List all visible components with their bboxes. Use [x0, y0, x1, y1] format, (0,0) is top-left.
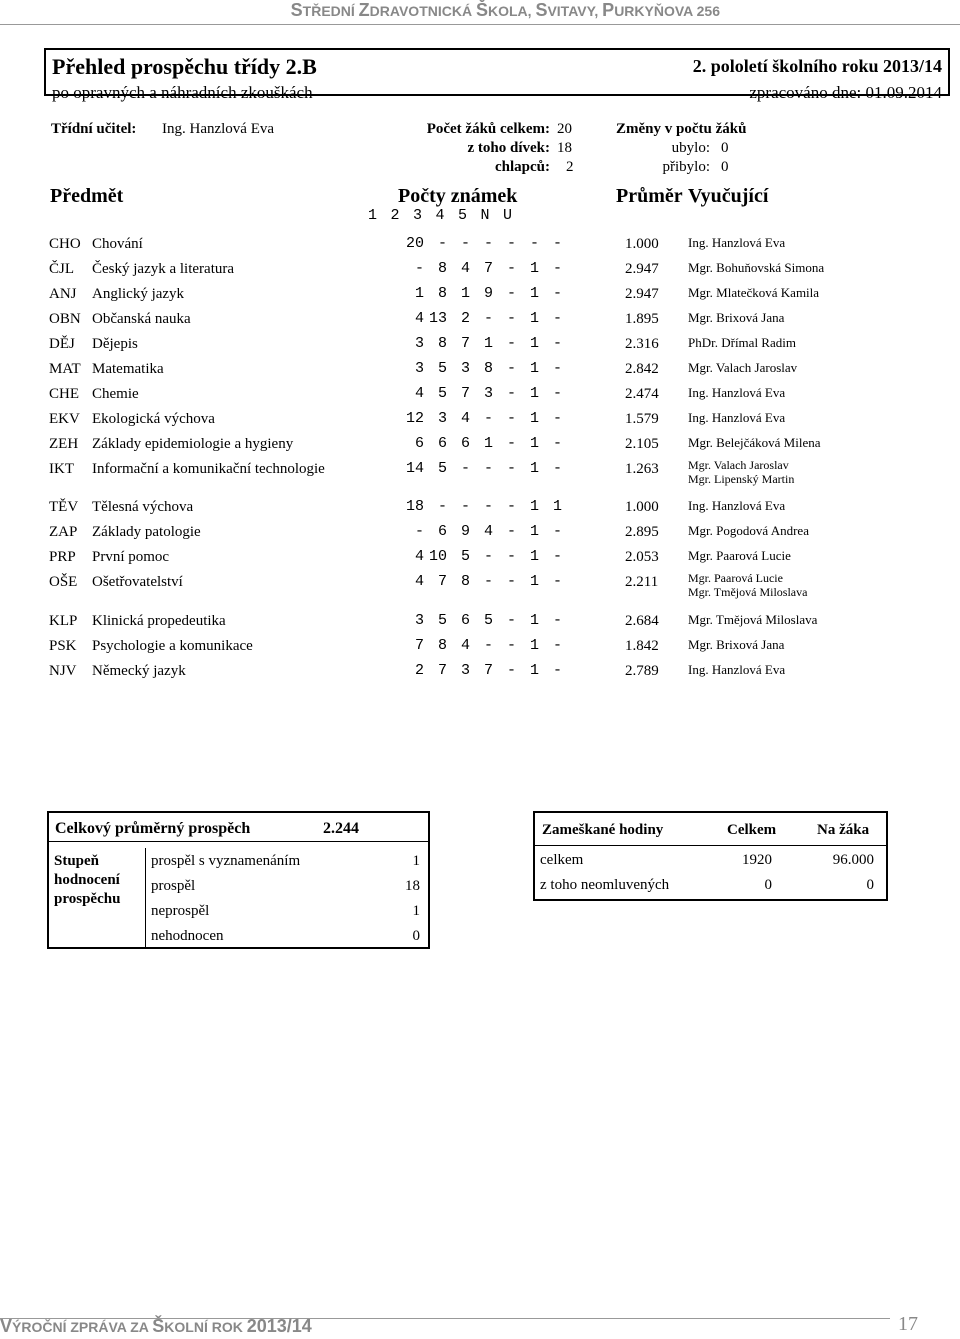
grade-cell: -	[506, 498, 516, 515]
table-row	[49, 311, 929, 335]
grade-cell: 1	[529, 410, 539, 427]
subject-teachers	[688, 411, 785, 425]
grade-cell: 9	[460, 523, 470, 540]
subject-code: PRP	[49, 549, 76, 565]
processed-date: zpracováno dne: 01.09.2014	[749, 83, 942, 102]
subject-average: 2.895	[625, 524, 659, 540]
grade-cell: 1	[529, 385, 539, 402]
level-count: 18	[405, 878, 420, 894]
grade-counts	[401, 612, 641, 629]
grade-cell: 5	[437, 612, 447, 629]
grade-cell: -	[506, 335, 516, 352]
table-row	[49, 361, 929, 385]
subject-average: 2.316	[625, 336, 659, 352]
subject-code: CHO	[49, 236, 81, 252]
teacher-name: Mgr. Paarová Lucie	[688, 548, 791, 563]
grade-cell: 4	[483, 523, 493, 540]
grade-cell: 8	[437, 260, 447, 277]
subject-teachers	[688, 361, 797, 375]
teacher-name: Mgr. Valach Jaroslav	[688, 360, 798, 375]
grade-cell: -	[506, 410, 516, 427]
grade-cell: -	[552, 460, 562, 477]
grade-cell: -	[414, 523, 424, 540]
grade-cell: 1	[483, 435, 493, 452]
grade-cell: 6	[460, 612, 470, 629]
grade-cell: -	[552, 385, 562, 402]
subject-name: Občanská nauka	[92, 311, 191, 327]
grade-col-u: U	[503, 207, 513, 224]
absence-header-label: Zameškané hodiny	[542, 822, 664, 838]
table-row	[49, 524, 929, 548]
grade-cell: -	[552, 435, 562, 452]
subject-average: 2.211	[625, 574, 659, 590]
grade-cell: 7	[414, 637, 424, 654]
subject-name: Chování	[92, 236, 143, 252]
grade-cell: -	[506, 548, 516, 565]
subject-average: 2.684	[625, 613, 659, 629]
grade-col-1: 1	[368, 207, 378, 224]
report-period: 2. pololetí školního roku 2013/14	[692, 56, 942, 76]
overall-label: Celkový průměrný prospěch	[55, 820, 251, 837]
teacher-name: Ing. Hanzlová Eva	[688, 662, 786, 677]
table-row	[49, 638, 929, 662]
grade-col-2: 2	[390, 207, 400, 224]
subject-teachers	[688, 663, 785, 677]
students-count: 20	[557, 121, 572, 137]
footer-title: VÝROČNÍ ZPRÁVA ZA ŠKOLNÍ ROK 2013/14	[0, 1316, 312, 1336]
grade-counts	[401, 460, 641, 477]
grade-cell: 6	[437, 435, 447, 452]
teacher-name: Ing. Hanzlová Eva	[688, 385, 786, 400]
subject-teachers	[688, 549, 791, 563]
absence-total: 0	[764, 877, 772, 893]
grade-cell: 4	[414, 573, 424, 590]
level-label-1: Stupeň	[54, 853, 100, 869]
grade-cell: -	[506, 523, 516, 540]
grade-cell: 1	[529, 637, 539, 654]
subject-code: PSK	[49, 638, 77, 654]
grade-col-4: 4	[435, 207, 445, 224]
teacher-name: Mgr. Pogodová Andrea	[688, 523, 809, 538]
grade-cell: -	[483, 410, 493, 427]
teacher-name: PhDr. Dřímal Radim	[688, 335, 796, 350]
grade-cell: -	[552, 310, 562, 327]
grade-cell: 6	[414, 435, 424, 452]
subject-teachers	[688, 261, 824, 275]
subject-average: 2.474	[625, 386, 659, 402]
subject-average: 2.947	[625, 261, 659, 277]
grade-cell: 7	[460, 385, 470, 402]
grade-cell: 1	[529, 435, 539, 452]
absence-label: z toho neomluvených	[540, 877, 670, 893]
grade-cell: 6	[460, 435, 470, 452]
header-divider	[0, 24, 960, 25]
grade-cell: 7	[483, 260, 493, 277]
grade-cell: -	[552, 548, 562, 565]
grade-cell: 1	[414, 285, 424, 302]
grade-cell: 1	[529, 573, 539, 590]
subject-average: 2.789	[625, 663, 659, 679]
grade-cell: 3	[437, 410, 447, 427]
grade-cell: 13	[428, 310, 447, 327]
boys-label: chlapců:	[494, 159, 550, 175]
added-count: 0	[721, 159, 729, 175]
subject-teachers	[688, 386, 785, 400]
grade-cell: -	[529, 235, 539, 252]
left-count: 0	[721, 140, 729, 156]
level-label-3: prospěchu	[54, 891, 121, 907]
teacher-name: Mgr. Belejčáková Milena	[688, 435, 821, 450]
grade-cell: 1	[529, 285, 539, 302]
grade-cell: 6	[437, 523, 447, 540]
subject-code: NJV	[49, 663, 77, 679]
grade-col-5: 5	[458, 207, 468, 224]
subject-code: EKV	[49, 411, 80, 427]
grade-cell: -	[506, 612, 516, 629]
grade-cell: 7	[437, 573, 447, 590]
subject-code: CHE	[49, 386, 79, 402]
subject-teachers	[688, 613, 817, 627]
grade-cell: 5	[437, 385, 447, 402]
grade-cell: -	[483, 548, 493, 565]
grade-col-3: 3	[413, 207, 423, 224]
grade-cell: 1	[529, 662, 539, 679]
grade-cell: 14	[405, 460, 424, 477]
grade-cell: -	[552, 612, 562, 629]
table-row	[49, 458, 929, 486]
level-label: prospěl s vyznamenáním	[151, 853, 301, 869]
grades-header: Počty známek	[398, 185, 518, 207]
absence-divider	[533, 845, 888, 846]
page-number: 17	[898, 1313, 918, 1335]
grade-cell: -	[483, 637, 493, 654]
subject-average: 1.579	[625, 411, 659, 427]
grade-cell: 1	[529, 260, 539, 277]
grade-cell: 1	[529, 460, 539, 477]
subject-name: Tělesná výchova	[92, 499, 194, 515]
school-header: STŘEDNÍ ZDRAVOTNICKÁ ŠKOLA, SVITAVY, PURKYŇOVA 256	[290, 0, 720, 20]
subject-code: MAT	[49, 361, 81, 377]
class-teacher-label: Třídní učitel:	[51, 121, 137, 137]
grade-cell: 1	[529, 612, 539, 629]
table-row	[49, 499, 929, 523]
grade-cell: 8	[437, 637, 447, 654]
teacher-name: Ing. Hanzlová Eva	[688, 498, 786, 513]
grade-cell: 3	[460, 360, 470, 377]
grade-cell: 3	[414, 335, 424, 352]
grade-cell: -	[552, 235, 562, 252]
grade-cell: 8	[437, 335, 447, 352]
class-teacher: Ing. Hanzlová Eva	[162, 121, 275, 137]
grade-cell: 1	[552, 498, 562, 515]
subject-average: 1.000	[625, 499, 659, 515]
grade-cell: -	[460, 498, 470, 515]
grade-cell: 9	[483, 285, 493, 302]
grade-cell: -	[506, 360, 516, 377]
grade-cell: -	[506, 235, 516, 252]
subject-code: DĚJ	[49, 336, 75, 352]
absence-per: 0	[866, 877, 874, 893]
subject-average: 2.947	[625, 286, 659, 302]
grade-counts	[401, 435, 641, 452]
grade-cell: -	[483, 235, 493, 252]
level-count: 1	[412, 853, 420, 869]
grade-cell: 1	[529, 335, 539, 352]
subject-code: ANJ	[49, 286, 77, 302]
subject-teachers	[688, 336, 796, 350]
subject-code: ZAP	[49, 524, 78, 540]
table-row	[49, 386, 929, 410]
subject-teachers	[688, 236, 785, 250]
grade-cell: 10	[428, 548, 447, 565]
level-label-2: hodnocení	[54, 872, 120, 888]
grade-counts	[401, 523, 641, 540]
added-label: přibylo:	[662, 159, 710, 175]
subject-code: ČJL	[49, 261, 75, 277]
grade-cell: 1	[529, 523, 539, 540]
table-row	[49, 411, 929, 435]
grade-cell: -	[552, 410, 562, 427]
grade-cell: -	[506, 260, 516, 277]
grade-cell: 7	[437, 662, 447, 679]
teacher-header: Vyučující	[688, 185, 769, 207]
grade-cell: 8	[483, 360, 493, 377]
grade-cell: -	[506, 435, 516, 452]
changes-label: Změny v počtu žáků	[616, 121, 747, 137]
grade-cell: 4	[460, 410, 470, 427]
teacher-name: Mgr. Brixová Jana	[688, 637, 785, 652]
grade-counts	[401, 498, 641, 515]
absence-per: 96.000	[832, 852, 874, 868]
grade-cell: -	[483, 498, 493, 515]
grade-cell: 1	[529, 548, 539, 565]
boys-count: 2	[566, 159, 574, 175]
table-row	[49, 663, 929, 687]
grade-cell: 1	[529, 310, 539, 327]
subject-teachers	[688, 524, 809, 538]
grade-cell: 8	[437, 285, 447, 302]
grade-cell: -	[437, 498, 447, 515]
summary-divider	[47, 841, 430, 842]
grade-col-n: N	[480, 207, 490, 224]
absence-label: celkem	[540, 852, 584, 868]
grade-cell: -	[552, 335, 562, 352]
absence-total: 1920	[742, 852, 772, 868]
table-row	[49, 613, 929, 637]
subject-name: Klinická propedeutika	[92, 613, 226, 629]
subject-average: 1.000	[625, 236, 659, 252]
grade-cell: -	[460, 460, 470, 477]
grade-cell: -	[506, 637, 516, 654]
subject-name: Psychologie a komunikace	[92, 638, 253, 654]
grade-cell: 1	[529, 498, 539, 515]
grade-counts	[401, 548, 641, 565]
teacher-name: Ing. Hanzlová Eva	[688, 235, 786, 250]
grade-cell: -	[414, 260, 424, 277]
subject-average: 2.842	[625, 361, 659, 377]
subject-average: 1.842	[625, 638, 659, 654]
subject-name: Základy epidemiologie a hygieny	[92, 436, 294, 452]
grade-cell: 8	[460, 573, 470, 590]
grade-cell: -	[460, 235, 470, 252]
left-label: ubylo:	[671, 140, 710, 156]
grade-cell: 4	[460, 637, 470, 654]
grade-cell: 4	[414, 310, 424, 327]
grade-cell: 2	[414, 662, 424, 679]
grade-cell: -	[483, 573, 493, 590]
subject-name: Informační a komunikační technologie	[92, 461, 325, 477]
grade-cell: 4	[414, 385, 424, 402]
grade-cell: -	[506, 310, 516, 327]
absence-header-total: Celkem	[727, 822, 777, 838]
subject-name: Český jazyk a literatura	[92, 261, 235, 277]
table-row	[49, 286, 929, 310]
level-label: nehodnocen	[151, 928, 224, 944]
grade-cell: -	[552, 662, 562, 679]
grade-counts	[401, 662, 641, 679]
subject-teachers	[688, 436, 821, 450]
table-row	[49, 236, 929, 260]
teacher-name: Mgr. Lipenský Martin	[688, 472, 795, 486]
subject-teachers	[688, 638, 784, 652]
subject-name: Ekologická výchova	[92, 411, 215, 427]
grade-counts	[401, 360, 641, 377]
grade-cell: -	[437, 235, 447, 252]
grade-cell: 7	[483, 662, 493, 679]
grade-counts	[401, 410, 641, 427]
level-label: prospěl	[151, 878, 196, 894]
table-row	[49, 571, 929, 599]
grade-cell: 7	[460, 335, 470, 352]
subject-name: První pomoc	[92, 549, 170, 565]
grade-cell: -	[506, 285, 516, 302]
teacher-name: Mgr. Valach Jaroslav	[688, 458, 789, 472]
grade-cell: 5	[483, 612, 493, 629]
teacher-name: Ing. Hanzlová Eva	[688, 410, 786, 425]
report-title: Přehled prospěchu třídy 2.B	[52, 54, 317, 79]
grade-cell: 1	[529, 360, 539, 377]
grade-cell: -	[483, 460, 493, 477]
teacher-name: Mgr. Brixová Jana	[688, 310, 785, 325]
subject-teachers	[688, 286, 819, 300]
grade-counts	[401, 235, 641, 252]
report-subtitle: po opravných a náhradních zkouškách	[52, 83, 313, 102]
subject-code: OŠE	[49, 574, 78, 590]
girls-label: z toho dívek:	[467, 140, 550, 156]
summary-col-divider	[145, 848, 146, 949]
grade-cell: 12	[405, 410, 424, 427]
grade-counts	[401, 285, 641, 302]
table-row	[49, 549, 929, 573]
grade-cell: 5	[437, 460, 447, 477]
subject-average: 1.895	[625, 311, 659, 327]
subject-code: TĚV	[49, 499, 79, 515]
grade-cell: 3	[414, 612, 424, 629]
level-count: 1	[412, 903, 420, 919]
subject-teachers	[688, 571, 807, 599]
teacher-name: Mgr. Tmějová Miloslava	[688, 585, 808, 599]
subject-name: Základy patologie	[92, 524, 201, 540]
grade-cell: -	[506, 573, 516, 590]
grade-counts	[401, 310, 641, 327]
teacher-name: Mgr. Bohuňovská Simona	[688, 260, 825, 275]
grade-cell: -	[552, 260, 562, 277]
subject-name: Anglický jazyk	[92, 286, 185, 302]
subject-code: ZEH	[49, 436, 79, 452]
grade-cell: -	[483, 310, 493, 327]
subject-name: Matematika	[92, 361, 164, 377]
subject-average: 1.263	[625, 461, 659, 477]
grade-cell: 20	[405, 235, 424, 252]
subject-name: Německý jazyk	[92, 663, 186, 679]
grade-cell: -	[552, 573, 562, 590]
grade-cell: 18	[405, 498, 424, 515]
subject-name: Dějepis	[92, 336, 138, 352]
level-label: neprospěl	[151, 903, 210, 919]
girls-count: 18	[557, 140, 572, 156]
grade-counts	[401, 335, 641, 352]
grade-cell: 3	[483, 385, 493, 402]
teacher-name: Mgr. Mlatečková Kamila	[688, 285, 820, 300]
grade-counts	[401, 637, 641, 654]
level-count: 0	[412, 928, 420, 944]
absence-header-per: Na žáka	[817, 822, 870, 838]
grade-cell: -	[552, 360, 562, 377]
subject-name: Ošetřovatelství	[92, 574, 183, 590]
grade-counts	[401, 260, 641, 277]
grade-counts	[401, 573, 641, 590]
subject-code: IKT	[49, 461, 74, 477]
subject-teachers	[688, 311, 784, 325]
table-row	[49, 261, 929, 285]
subject-code: OBN	[49, 311, 81, 327]
table-row	[49, 436, 929, 460]
grade-cell: 3	[414, 360, 424, 377]
grade-cell: 5	[460, 548, 470, 565]
overall-value: 2.244	[323, 820, 359, 837]
grade-cell: 1	[460, 285, 470, 302]
teacher-name: Mgr. Tmějová Miloslava	[688, 612, 818, 627]
grade-cell: -	[552, 523, 562, 540]
average-header: Průměr	[616, 185, 683, 207]
grade-columns	[368, 207, 526, 224]
grade-cell: 1	[483, 335, 493, 352]
subject-name: Chemie	[92, 386, 139, 402]
grade-cell: -	[552, 637, 562, 654]
grade-cell: -	[506, 385, 516, 402]
grade-cell: 5	[437, 360, 447, 377]
table-row	[49, 336, 929, 360]
grade-cell: 2	[460, 310, 470, 327]
grade-cell: 4	[460, 260, 470, 277]
students-label: Počet žáků celkem:	[426, 121, 550, 137]
subject-teachers	[688, 499, 785, 513]
subject-header: Předmět	[50, 185, 124, 207]
grade-cell: -	[552, 285, 562, 302]
grade-cell: -	[506, 662, 516, 679]
grade-cell: -	[506, 460, 516, 477]
subject-code: KLP	[49, 613, 78, 629]
teacher-name: Mgr. Paarová Lucie	[688, 571, 783, 585]
grade-cell: 3	[460, 662, 470, 679]
subject-average: 2.105	[625, 436, 659, 452]
grade-counts	[401, 385, 641, 402]
subject-teachers	[688, 458, 794, 486]
grade-cell: 4	[414, 548, 424, 565]
subject-average: 2.053	[625, 549, 659, 565]
